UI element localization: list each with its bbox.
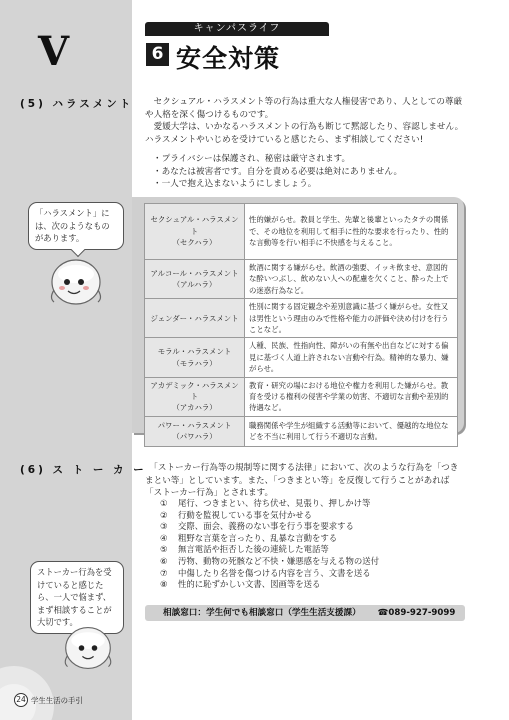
- list-item: ⑦ 中傷したり名誉を傷つける内容を言う、文書を送る: [160, 567, 371, 578]
- page-title: 安全対策: [176, 44, 281, 73]
- harassment-intro-p1: セクシュアル・ハラスメント等の行為は重大な人権侵害であり、人としての尊厳や人格を深く傷つけるものです。: [145, 97, 463, 120]
- consultation-window: 相談窓口：学生何でも相談窓口（学生生活支援課）: [163, 608, 361, 618]
- section-number-badge: 6: [146, 43, 169, 66]
- harassment-bullets: [153, 153, 402, 191]
- type-name-cell: アルコール・ハラスメント （アルハラ）: [145, 260, 245, 299]
- type-desc-cell: 飲酒に関する嫌がらせ。飲酒の強要、イッキ飲ませ、意図的な酔いつぶし、飲めない人への配慮を欠くこと、酔った上での迷惑行為など。: [245, 260, 458, 299]
- list-item: ⑧ 性的に恥ずかしい文書、図画等を送る: [160, 579, 321, 590]
- type-name-cell: セクシュアル・ハラスメント （セクハラ）: [145, 204, 245, 260]
- harassment-types-table: [144, 203, 458, 447]
- category-label: キャンパスライフ: [145, 22, 329, 36]
- harassment-bubble-text: 「ハラスメント」には、次のようなものがあります。: [35, 208, 110, 243]
- bullet-item: ・あなたは被害者です。自分を責める必要は絶対にありません。: [153, 166, 403, 177]
- table-row: [145, 338, 458, 377]
- page-footer: [14, 693, 83, 707]
- harassment-heading: (5) ハラスメント: [20, 98, 134, 110]
- table-row: [145, 204, 458, 260]
- type-desc-cell: 職務関係や学生が組織する活動等において、優越的な地位などを不当に利用して行う不適切な言動。: [245, 416, 458, 446]
- table-row: [145, 416, 458, 446]
- bullet-item: ・プライバシーは保護され、秘密は厳守されます。: [153, 154, 351, 164]
- type-name-cell: ジェンダー・ハラスメント: [145, 299, 245, 338]
- list-item: ① 尾行、つきまとい、待ち伏せ、見張り、押しかけ等: [160, 498, 371, 508]
- type-desc-cell: 人種、民族、性指向性、障がいの有無や出自などに対する偏見に基づく人道上許されない言動や行為。精神的な暴力、嫌がらせ。: [245, 338, 458, 377]
- list-item: ② 行動を監視している事を気付かせる: [160, 509, 312, 520]
- bullet-item: ・一人で抱え込まないようにしましょう。: [153, 179, 317, 189]
- decorative-circles: [0, 640, 80, 720]
- consultation-contact-bar: [145, 605, 465, 621]
- page-number: 24: [14, 693, 28, 707]
- table-row: [145, 299, 458, 338]
- harassment-intro-p2: 愛媛大学は、いかなるハラスメントの行為も断じて黙認したり、容認しません。ハラスメントやいじめを受けていると感じたら、まず相談してください!: [145, 122, 464, 145]
- list-item: ⑤ 無言電話や拒否した後の連続した電話等: [160, 544, 329, 555]
- stalker-bubble-text: ストーカー行為を受けていると感じたら、一人で悩まず、まず相談することが大切です。: [37, 567, 112, 627]
- stalker-heading: (6) ス ト ー カ ー: [20, 464, 147, 476]
- chapter-numeral: V: [38, 28, 70, 75]
- type-name-cell: モラル・ハラスメント （モラハラ）: [145, 338, 245, 377]
- type-desc-cell: 教育・研究の場における地位や権力を利用した嫌がらせ。教育を受ける権利の侵害や学業の妨害、不適切な言動や差別的待遇など。: [245, 377, 458, 416]
- list-item: ⑥ 汚物、動物の死骸など不快・嫌悪感を与える物の送付: [160, 555, 379, 566]
- harassment-speech-bubble: [28, 202, 124, 250]
- stalker-intro: 「ストーカー行為等の規制等に関する法律」において、次のような行為を「つきまとい等」としています。また、「つきまとい等」を反復して行うことがあれば「ストーカー行為」とされます。: [145, 463, 459, 498]
- list-item: ④ 粗野な言葉を言ったり、乱暴な言動をする: [160, 532, 338, 543]
- type-desc-cell: 性的嫌がらせ。教員と学生、先輩と後輩といったタテの関係で、その地位を利用して相手に性的な要求を行ったり、性的な言動等を行い相手に不快感を与えること。: [245, 204, 458, 260]
- type-desc-cell: 性別に関する固定観念や差別意識に基づく嫌がらせ。女性又は男性という理由のみで性格や能力の評価や決め付けを行うことなど。: [245, 299, 458, 338]
- type-name-cell: パワー・ハラスメント （パワハラ）: [145, 416, 245, 446]
- mascot-character-icon: [48, 254, 104, 310]
- harassment-intro: [145, 96, 465, 146]
- list-item: ③ 交際、面会、義務のない事を行う事を要求する: [160, 521, 354, 532]
- type-name-cell: アカデミック・ハラスメント （アカハラ）: [145, 377, 245, 416]
- table-row: [145, 260, 458, 299]
- phone-number: ☎089-927-9099: [377, 608, 456, 618]
- footer-text: 学生生活の手引: [31, 695, 83, 705]
- table-row: [145, 377, 458, 416]
- harassment-table-panel: [132, 197, 464, 442]
- stalker-acts-list: [160, 498, 379, 591]
